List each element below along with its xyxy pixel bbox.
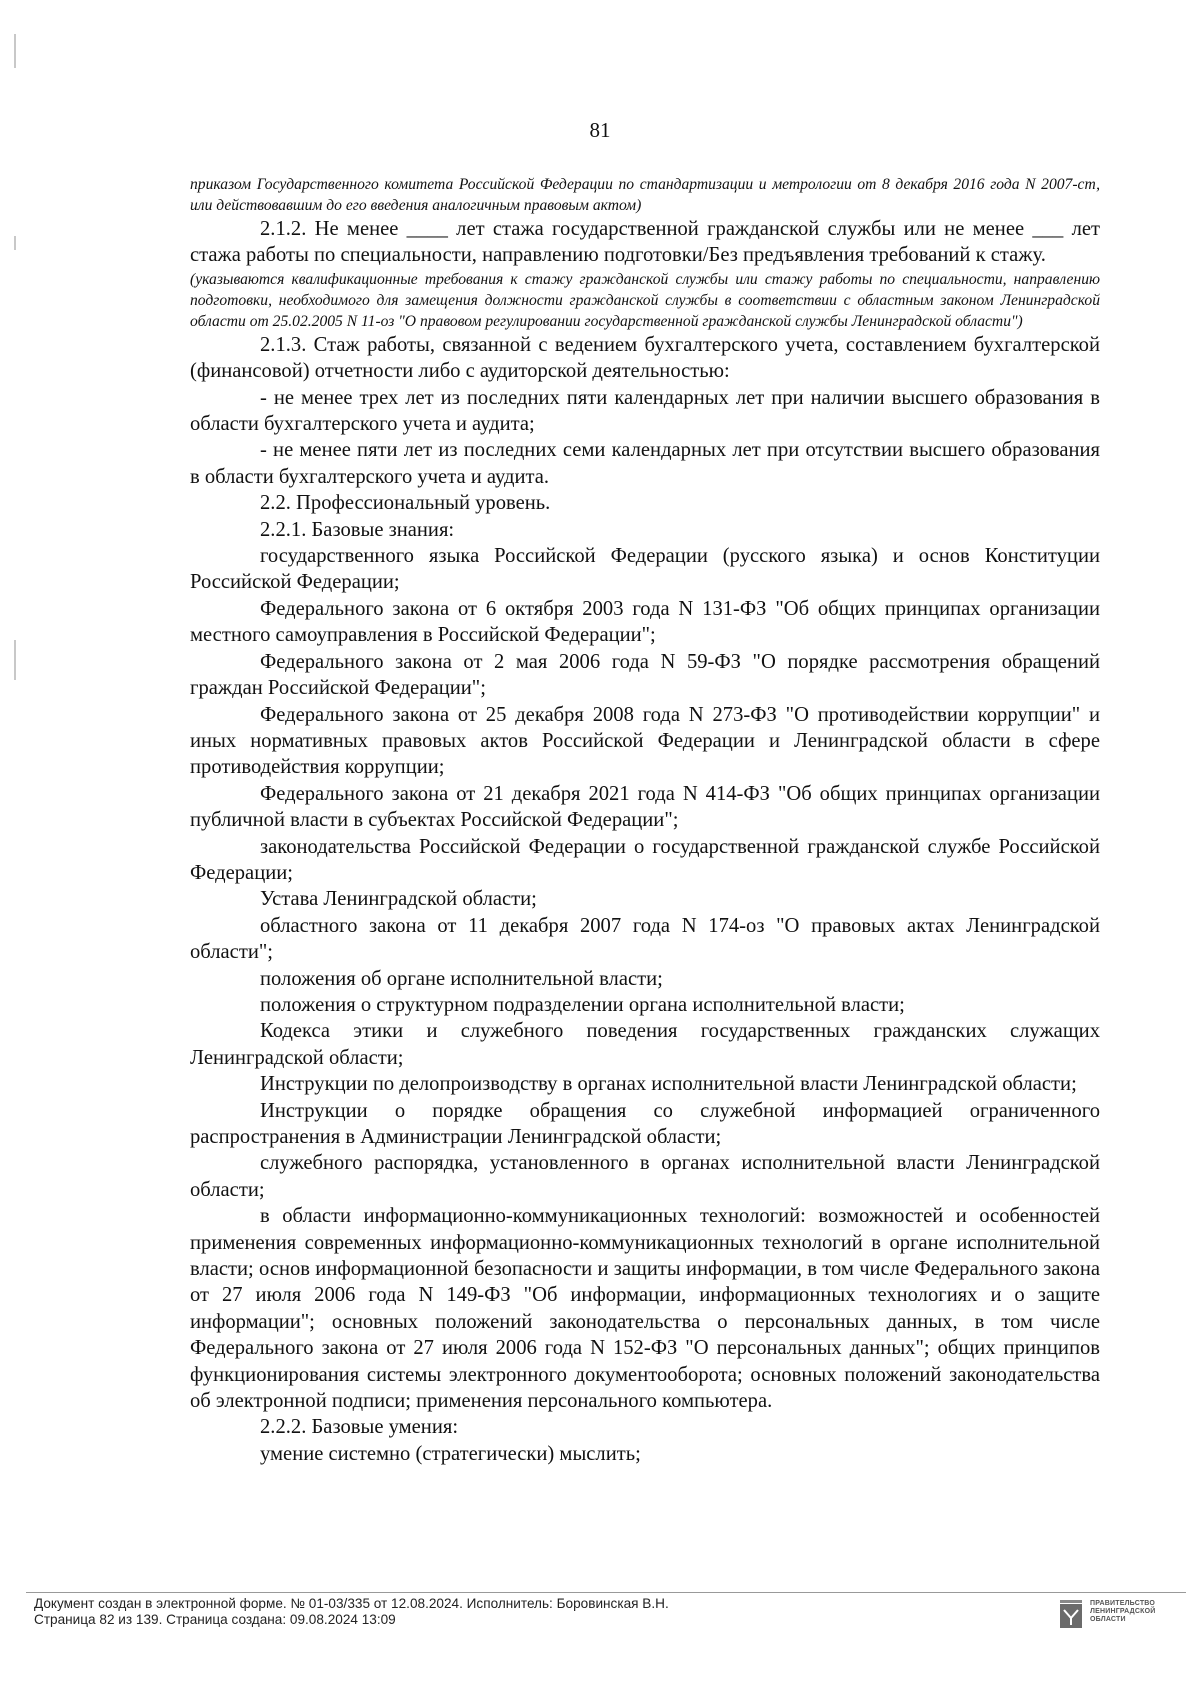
- footer-document-info: Документ создан в электронной форме. № 01-03/335 от 12.08.2024. Исполнитель: Боровинская В.Н.: [34, 1596, 669, 1611]
- paragraph: Инструкции по делопроизводству в органах исполнительной власти Ленинградской области;: [260, 1073, 1077, 1096]
- paragraph: 2.2.2. Базовые умения:: [260, 1416, 459, 1439]
- paragraph: 2.2. Профессиональный уровень.: [260, 492, 551, 515]
- paragraph: положения об органе исполнительной власти;: [260, 967, 663, 990]
- page-number: 81: [589, 118, 611, 142]
- paragraph-list: [190, 332, 1100, 1467]
- scan-edge-mark: [14, 236, 16, 250]
- paragraph: Федерального закона от 6 октября 2003 года N 131-ФЗ "Об общих принципах организации местного самоуправления в Российской Федерации";: [190, 597, 1100, 647]
- logo-line: ЛЕНИНГРАДСКОЙ: [1090, 1608, 1156, 1615]
- footer-page-info: Страница 82 из 139. Страница создана: 09.08.2024 13:09: [34, 1612, 396, 1627]
- scan-edge-mark: [14, 640, 16, 680]
- footnote-text: приказом Государственного комитета Российской Федерации по стандартизации и метрологии от 8 декабря 2016 года N 2007-ст, или действовавшим до его введения аналогичным правовым актом): [190, 176, 1100, 214]
- paragraph: положения о структурном подразделении органа исполнительной власти;: [260, 993, 905, 1016]
- document-body: [190, 174, 1100, 1467]
- paragraph: Федерального закона от 21 декабря 2021 года N 414-ФЗ "Об общих принципах организации публичной власти в субъектах Российской Федерации";: [190, 782, 1100, 832]
- paragraph: в области информационно-коммуникационных технологий: возможностей и особенностей применения современных информационно-коммуникационных технологий в органе исполнительной власти; основ информационной безопасности и защиты информации, в том числе Федерального закона от 27 июля 2006 года N 149-ФЗ "Об информации, информационных технологиях и о защите информации"; основных положений законодательства о персональных данных, в том числе Федерального закона от 27 июля 2006 года N 152-ФЗ "О персональных данных"; общих принципов функционирования системы электронного документооборота; основных положений законодательства об электронной подписи; применения персонального компьютера.: [190, 1205, 1100, 1413]
- footnote-text: (указываются квалификационные требования к стажу гражданской службы или стажу работы по специальности, направлению подготовки, необходимого для замещения должности гражданской службы в соответствии с областным законом Ленинградской области от 25.02.2005 N 11-оз "О правовом регулировании государственной гражданской службы Ленинградской области"): [190, 270, 1100, 330]
- paragraph: - не менее трех лет из последних пяти календарных лет при наличии высшего образования в области бухгалтерского учета и аудита;: [190, 386, 1100, 436]
- logo-line: ПРАВИТЕЛЬСТВО: [1090, 1600, 1156, 1607]
- footer-divider: [26, 1592, 1186, 1593]
- paragraph-2-1-2: 2.1.2. Не менее ____ лет стажа государственной гражданской службы или не менее ___ лет стажа работы по специальности, направлению подготовки/Без предъявления требований к стажу.: [190, 218, 1100, 267]
- paragraph: служебного распорядка, установленного в органах исполнительной власти Ленинградской области;: [190, 1152, 1100, 1201]
- paragraph: 2.1.3. Стаж работы, связанной с ведением бухгалтерского учета, составлением бухгалтерской (финансовой) отчетности либо с аудиторской деятельностью:: [190, 333, 1100, 383]
- government-logo-text: [1090, 1600, 1186, 1624]
- logo-line: ОБЛАСТИ: [1090, 1616, 1126, 1623]
- paragraph: законодательства Российской Федерации о государственной гражданской службе Российской Федерации;: [190, 835, 1100, 884]
- paragraph: государственного языка Российской Федерации (русского языка) и основ Конституции Российской Федерации;: [190, 545, 1100, 594]
- paragraph: 2.2.1. Базовые знания:: [260, 518, 455, 541]
- footer: [34, 1596, 1184, 1628]
- paragraph: умение системно (стратегически) мыслить;: [260, 1442, 641, 1465]
- paragraph: Федерального закона от 25 декабря 2008 года N 273-ФЗ "О противодействии коррупции" и иных нормативных правовых актов Российской Федерации и Ленинградской области в сфере противодействия коррупции;: [190, 703, 1100, 779]
- paragraph: - не менее пяти лет из последних семи календарных лет при отсутствии высшего образования в области бухгалтерского учета и аудита.: [190, 439, 1100, 488]
- paragraph: Инструкции о порядке обращения со служебной информацией ограниченного распространения в Администрации Ленинградской области;: [190, 1099, 1100, 1148]
- paragraph: Устава Ленинградской области;: [260, 888, 537, 911]
- paragraph: Федерального закона от 2 мая 2006 года N 59-ФЗ "О порядке рассмотрения обращений граждан Российской Федерации";: [190, 650, 1100, 700]
- paragraph: Кодекса этики и служебного поведения государственных гражданских служащих Ленинградской области;: [190, 1020, 1100, 1069]
- scan-edge-mark: [14, 34, 16, 68]
- paragraph: областного закона от 11 декабря 2007 года N 174-оз "О правовых актах Ленинградской области";: [190, 914, 1100, 964]
